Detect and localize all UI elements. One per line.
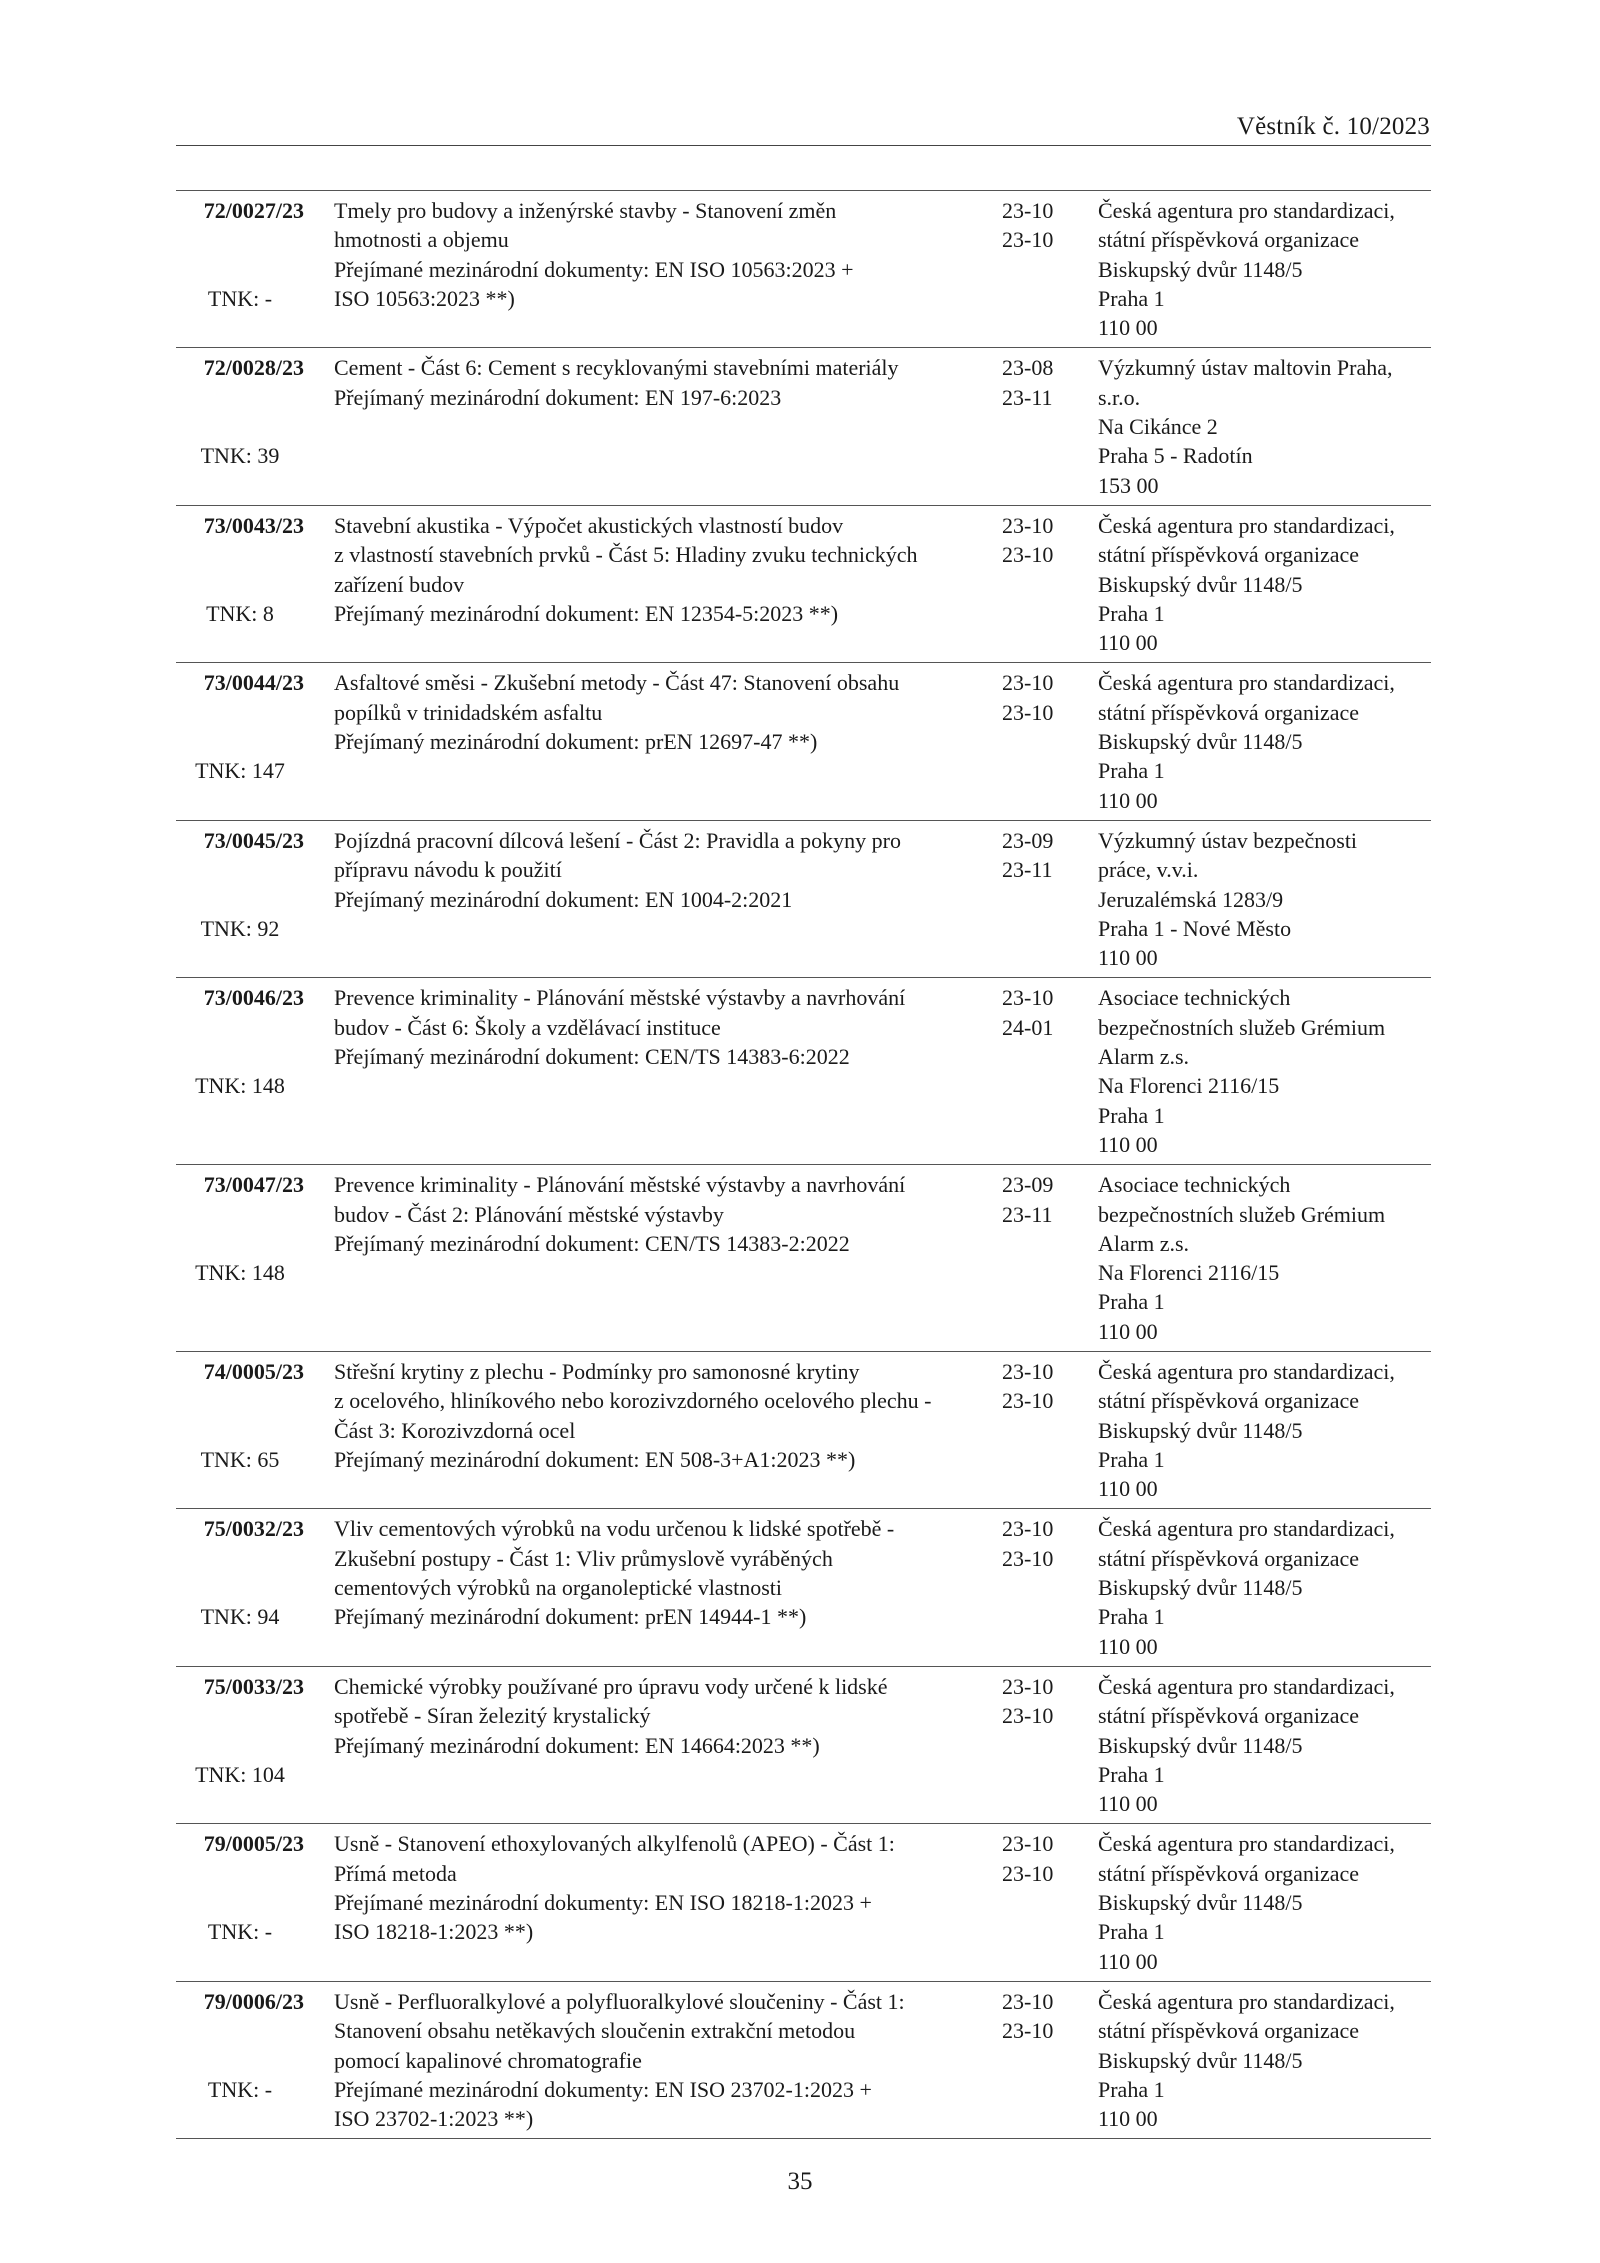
org-line: práce, v.v.i. — [1098, 857, 1199, 883]
title-line: Chemické výrobky používané pro úpravu vody určené k lidské — [334, 1673, 888, 1699]
title-line: spotřebě - Síran železitý krystalický — [334, 1703, 651, 1729]
title-line: Stavební akustika - Výpočet akustických vlastností budov — [334, 512, 844, 538]
org-line: Česká agentura pro standardizaci, — [1098, 1516, 1395, 1542]
title-line: Přejímaný mezinárodní dokument: prEN 14944-1 **) — [334, 1604, 807, 1630]
table-row — [176, 1165, 1431, 1352]
org-line: s.r.o. — [1098, 384, 1141, 410]
date-value: 23-10 — [1002, 1988, 1054, 2014]
table-row — [176, 191, 1431, 348]
date-value: 23-09 — [1002, 827, 1054, 853]
org-line: Biskupský dvůr 1148/5 — [1098, 571, 1303, 597]
title-line: Přejímané mezinárodní dokumenty: EN ISO 23702-1:2023 + — [334, 2076, 872, 2102]
org-line: Praha 5 - Radotín — [1098, 443, 1253, 469]
title-line: Část 3: Korozivzdorná ocel — [334, 1417, 576, 1443]
table-row — [176, 1352, 1431, 1509]
org-line: Asociace technických — [1098, 985, 1291, 1011]
standard-id: 73/0044/23 — [203, 670, 304, 696]
org-line: Česká agentura pro standardizaci, — [1098, 1673, 1395, 1699]
header-rule — [176, 145, 1431, 146]
org-line: Asociace technických — [1098, 1172, 1291, 1198]
standard-title — [334, 826, 974, 972]
date-value: 23-09 — [1002, 1172, 1054, 1198]
date-value: 23-10 — [1002, 227, 1054, 253]
date-value: 23-10 — [1002, 699, 1054, 725]
org-line: Alarm z.s. — [1098, 1044, 1190, 1070]
standard-id: 75/0033/23 — [203, 1673, 304, 1699]
date-value: 24-01 — [1002, 1014, 1054, 1040]
dates — [1002, 1357, 1072, 1416]
standard-id: 74/0005/23 — [203, 1358, 304, 1384]
date-value: 23-10 — [1002, 1358, 1054, 1384]
org-line: Biskupský dvůr 1148/5 — [1098, 256, 1303, 282]
title-line: hmotnosti a objemu — [334, 227, 509, 253]
dates — [1002, 1514, 1072, 1573]
dates — [1002, 1672, 1072, 1731]
table-row — [176, 1509, 1431, 1666]
org-line: státní příspěvková organizace — [1098, 1703, 1360, 1729]
standard-id: 72/0028/23 — [203, 355, 304, 381]
org-line: 110 00 — [1098, 1948, 1158, 1974]
date-value: 23-11 — [1002, 1201, 1053, 1227]
organization-address — [1098, 1829, 1438, 1975]
title-line: cementových výrobků na organoleptické vlastnosti — [334, 1575, 783, 1601]
title-line: Přejímaný mezinárodní dokument: EN 508-3+A1:2023 **) — [334, 1446, 856, 1472]
title-line: Asfaltové směsi - Zkušební metody - Část 47: Stanovení obsahu — [334, 670, 900, 696]
table-row — [176, 506, 1431, 663]
date-value: 23-10 — [1002, 1388, 1054, 1414]
org-line: 110 00 — [1098, 2106, 1158, 2132]
org-line: Biskupský dvůr 1148/5 — [1098, 2047, 1303, 2073]
dates — [1002, 353, 1072, 412]
date-value: 23-10 — [1002, 1516, 1054, 1542]
date-value: 23-10 — [1002, 1831, 1054, 1857]
title-line: Přejímaný mezinárodní dokument: EN 197-6:2023 — [334, 384, 782, 410]
org-line: 110 00 — [1098, 630, 1158, 656]
org-line: Praha 1 — [1098, 1446, 1165, 1472]
org-line: státní příspěvková organizace — [1098, 1545, 1360, 1571]
org-line: státní příspěvková organizace — [1098, 542, 1360, 568]
title-line: budov - Část 6: Školy a vzdělávací instituce — [334, 1014, 721, 1040]
dates — [1002, 196, 1072, 255]
org-line: 110 00 — [1098, 1633, 1158, 1659]
title-line: z ocelového, hliníkového nebo korozivzdorného ocelového plechu - — [334, 1388, 932, 1414]
org-line: 153 00 — [1098, 472, 1159, 498]
standard-title — [334, 1514, 974, 1660]
org-line: Praha 1 - Nové Město — [1098, 915, 1292, 941]
title-line: Přejímaný mezinárodní dokument: EN 12354-5:2023 **) — [334, 600, 839, 626]
tnk-label: TNK: 94 — [200, 1604, 280, 1630]
standard-id: 73/0045/23 — [203, 827, 304, 853]
table-row — [176, 348, 1431, 505]
standard-title — [334, 983, 974, 1159]
title-line: Prevence kriminality - Plánování městské výstavby a navrhování — [334, 985, 906, 1011]
date-value: 23-10 — [1002, 2018, 1054, 2044]
organization-address — [1098, 511, 1438, 657]
tnk-label: TNK: 65 — [200, 1446, 280, 1472]
dates — [1002, 826, 1072, 885]
standards-table — [176, 190, 1431, 2139]
dates — [1002, 668, 1072, 727]
date-value: 23-10 — [1002, 1545, 1054, 1571]
org-line: státní příspěvková organizace — [1098, 2018, 1360, 2044]
org-line: 110 00 — [1098, 1131, 1158, 1157]
org-line: státní příspěvková organizace — [1098, 1388, 1360, 1414]
org-line: Česká agentura pro standardizaci, — [1098, 1988, 1395, 2014]
org-line: Praha 1 — [1098, 285, 1165, 311]
table-row — [176, 821, 1431, 978]
organization-address — [1098, 826, 1438, 972]
org-line: Česká agentura pro standardizaci, — [1098, 1358, 1395, 1384]
org-line: 110 00 — [1098, 315, 1158, 341]
dates — [1002, 1170, 1072, 1229]
standard-title — [334, 668, 974, 814]
org-line: Výzkumný ústav maltovin Praha, — [1098, 355, 1393, 381]
org-line: Praha 1 — [1098, 758, 1165, 784]
dates — [1002, 1987, 1072, 2046]
org-line: bezpečnostních služeb Grémium — [1098, 1014, 1386, 1040]
date-value: 23-10 — [1002, 198, 1054, 223]
standard-id: 73/0047/23 — [203, 1172, 304, 1198]
title-line: Přejímané mezinárodní dokumenty: EN ISO 18218-1:2023 + — [334, 1890, 872, 1916]
title-line: Cement - Část 6: Cement s recyklovanými stavebními materiály — [334, 355, 899, 381]
title-line: Usně - Stanovení ethoxylovaných alkylfenolů (APEO) - Část 1: — [334, 1831, 895, 1857]
title-line: ISO 10563:2023 **) — [334, 285, 515, 311]
title-line: přípravu návodu k použití — [334, 857, 562, 883]
org-line: Jeruzalémská 1283/9 — [1098, 886, 1284, 912]
table-row — [176, 1667, 1431, 1824]
date-value: 23-10 — [1002, 542, 1054, 568]
dates — [1002, 1829, 1072, 1888]
title-line: Přejímaný mezinárodní dokument: CEN/TS 14383-6:2022 — [334, 1044, 850, 1070]
title-line: Přejímané mezinárodní dokumenty: EN ISO 10563:2023 + — [334, 256, 854, 282]
standard-title — [334, 1672, 974, 1818]
org-line: 110 00 — [1098, 1318, 1158, 1344]
organization-address — [1098, 1170, 1438, 1346]
org-line: Praha 1 — [1098, 1604, 1165, 1630]
title-line: budov - Část 2: Plánování městské výstavby — [334, 1201, 724, 1227]
table-row — [176, 663, 1431, 820]
tnk-label: TNK: 148 — [195, 1073, 285, 1099]
title-line: popílků v trinidadském asfaltu — [334, 699, 603, 725]
tnk-label: TNK: - — [207, 1919, 273, 1945]
org-line: 110 00 — [1098, 787, 1158, 813]
org-line: 110 00 — [1098, 1791, 1158, 1817]
title-line: Střešní krytiny z plechu - Podmínky pro samonosné krytiny — [334, 1358, 860, 1384]
title-line: ISO 18218-1:2023 **) — [334, 1919, 534, 1945]
org-line: Na Florenci 2116/15 — [1098, 1260, 1280, 1286]
title-line: Pojízdná pracovní dílcová lešení - Část 2: Pravidla a pokyny pro — [334, 827, 901, 853]
organization-address — [1098, 668, 1438, 814]
organization-address — [1098, 1987, 1438, 2133]
standard-id: 73/0043/23 — [203, 512, 304, 538]
table-row — [176, 978, 1431, 1165]
title-line: Vliv cementových výrobků na vodu určenou k lidské spotřebě - — [334, 1516, 895, 1542]
title-line: zařízení budov — [334, 571, 465, 597]
tnk-label: TNK: 92 — [200, 915, 280, 941]
organization-address — [1098, 1357, 1438, 1503]
standard-id: 79/0005/23 — [203, 1831, 304, 1857]
standard-title — [334, 511, 974, 657]
org-line: 110 00 — [1098, 945, 1158, 971]
page-header-title: Věstník č. 10/2023 — [1236, 113, 1430, 140]
standard-id: 75/0032/23 — [203, 1516, 304, 1542]
org-line: Biskupský dvůr 1148/5 — [1098, 1575, 1303, 1601]
date-value: 23-10 — [1002, 512, 1054, 538]
dates — [1002, 511, 1072, 570]
org-line: Biskupský dvůr 1148/5 — [1098, 1890, 1303, 1916]
date-value: 23-10 — [1002, 1860, 1054, 1886]
tnk-label: TNK: 104 — [195, 1761, 285, 1787]
title-line: ISO 23702-1:2023 **) — [334, 2106, 534, 2132]
org-line: Praha 1 — [1098, 1919, 1165, 1945]
org-line: Praha 1 — [1098, 1761, 1165, 1787]
organization-address — [1098, 1514, 1438, 1660]
title-line: Přejímaný mezinárodní dokument: EN 1004-2:2021 — [334, 886, 793, 912]
org-line: Na Florenci 2116/15 — [1098, 1073, 1280, 1099]
organization-address — [1098, 353, 1438, 499]
title-line: Usně - Perfluoralkylové a polyfluoralkylové sloučeniny - Část 1: — [334, 1988, 905, 2014]
standard-title — [334, 1170, 974, 1346]
title-line: z vlastností stavebních prvků - Část 5: Hladiny zvuku technických — [334, 542, 918, 568]
org-line: Česká agentura pro standardizaci, — [1098, 670, 1395, 696]
date-value: 23-08 — [1002, 355, 1054, 381]
organization-address — [1098, 196, 1438, 342]
standard-id: 73/0046/23 — [203, 985, 304, 1011]
org-line: 110 00 — [1098, 1476, 1158, 1502]
tnk-label: TNK: 8 — [206, 600, 274, 626]
org-line: Alarm z.s. — [1098, 1230, 1190, 1256]
org-line: Česká agentura pro standardizaci, — [1098, 198, 1395, 223]
org-line: Praha 1 — [1098, 1289, 1165, 1315]
org-line: bezpečnostních služeb Grémium — [1098, 1201, 1386, 1227]
org-line: Česká agentura pro standardizaci, — [1098, 512, 1395, 538]
title-line: Přejímaný mezinárodní dokument: EN 14664:2023 **) — [334, 1732, 820, 1758]
org-line: Praha 1 — [1098, 2076, 1165, 2102]
date-value: 23-10 — [1002, 670, 1054, 696]
standard-title — [334, 196, 974, 342]
page-number: 35 — [787, 2168, 813, 2195]
date-value: 23-10 — [1002, 1673, 1054, 1699]
tnk-label: TNK: - — [207, 285, 273, 311]
organization-address — [1098, 983, 1438, 1159]
organization-address — [1098, 1672, 1438, 1818]
dates — [1002, 983, 1072, 1042]
org-line: Praha 1 — [1098, 600, 1165, 626]
date-value: 23-11 — [1002, 857, 1053, 883]
standard-title — [334, 1987, 974, 2133]
standard-id: 72/0027/23 — [203, 198, 304, 223]
org-line: státní příspěvková organizace — [1098, 227, 1360, 253]
table-row — [176, 1824, 1431, 1981]
standard-title — [334, 1829, 974, 1975]
standard-id: 79/0006/23 — [203, 1988, 304, 2014]
org-line: státní příspěvková organizace — [1098, 1860, 1360, 1886]
title-line: Přejímaný mezinárodní dokument: CEN/TS 14383-2:2022 — [334, 1230, 850, 1256]
table-row — [176, 1982, 1431, 2139]
title-line: Tmely pro budovy a inženýrské stavby - Stanovení změn — [334, 198, 837, 223]
org-line: Biskupský dvůr 1148/5 — [1098, 1417, 1303, 1443]
org-line: Praha 1 — [1098, 1102, 1165, 1128]
title-line: Přímá metoda — [334, 1860, 457, 1886]
tnk-label: TNK: 39 — [200, 443, 280, 469]
title-line: Zkušební postupy - Část 1: Vliv průmyslově vyráběných — [334, 1545, 833, 1571]
tnk-label: TNK: - — [207, 2076, 273, 2102]
org-line: Na Cikánce 2 — [1098, 414, 1218, 440]
standard-title — [334, 353, 974, 499]
title-line: Přejímaný mezinárodní dokument: prEN 12697-47 **) — [334, 729, 818, 755]
tnk-label: TNK: 147 — [195, 758, 285, 784]
tnk-label: TNK: 148 — [195, 1260, 285, 1286]
org-line: Výzkumný ústav bezpečnosti — [1098, 827, 1358, 853]
date-value: 23-10 — [1002, 1703, 1054, 1729]
title-line: pomocí kapalinové chromatografie — [334, 2047, 642, 2073]
date-value: 23-11 — [1002, 384, 1053, 410]
org-line: Biskupský dvůr 1148/5 — [1098, 1732, 1303, 1758]
org-line: Biskupský dvůr 1148/5 — [1098, 729, 1303, 755]
date-value: 23-10 — [1002, 985, 1054, 1011]
org-line: státní příspěvková organizace — [1098, 699, 1360, 725]
title-line: Stanovení obsahu netěkavých sloučenin extrakční metodou — [334, 2018, 856, 2044]
title-line: Prevence kriminality - Plánování městské výstavby a navrhování — [334, 1172, 906, 1198]
standard-title — [334, 1357, 974, 1503]
org-line: Česká agentura pro standardizaci, — [1098, 1831, 1395, 1857]
